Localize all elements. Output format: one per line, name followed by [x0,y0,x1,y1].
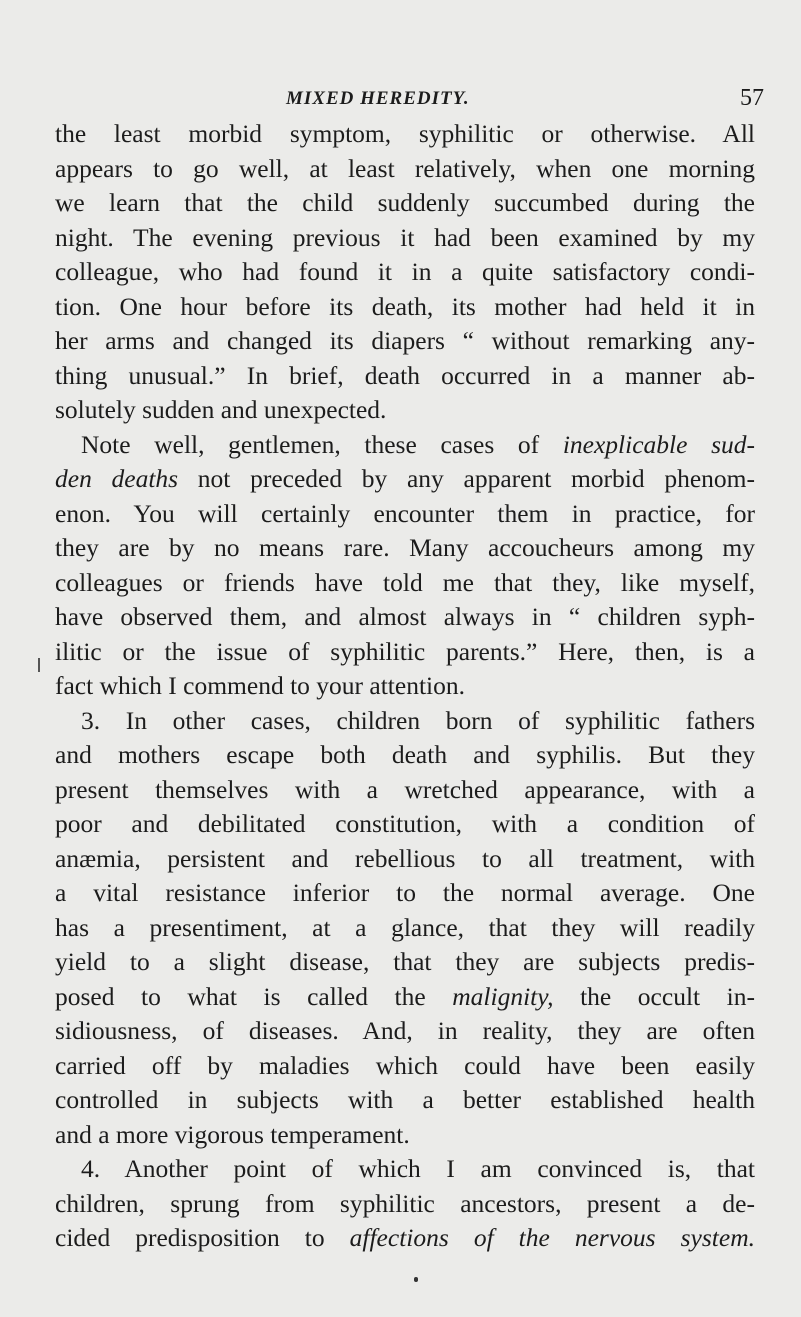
text-line [55,980,755,1015]
text-line: children, sprung from syphilitic ancestors, present a de- [55,1188,755,1218]
text-line: night. The evening previous it had been examined by my [55,222,755,252]
text-line [55,428,755,463]
text-line: solutely sudden and unexpected. [55,395,387,424]
italic-phrase: inexplicable sud- [562,429,755,459]
text-line: colleague, who had found it in a quite satisfactory condi- [55,257,755,286]
text-line: tion. One hour before its death, its mother had held it in [55,291,755,321]
text-line [55,462,755,497]
margin-mark [38,658,40,672]
text-line: the least morbid symptom, syphilitic or otherwise. All [55,119,755,148]
text-segment: posed to what is called the [55,981,453,1011]
text-line: and a more vigorous temperament. [55,1119,410,1149]
text-line: have observed them, and almost always in “ children syph- [55,602,755,631]
text-line: yield to a slight disease, that they are subjects predis- [55,947,755,976]
page-number: 57 [740,85,764,111]
text-line: they are by no means rare. Many accoucheurs among my [55,533,755,562]
text-line: fact which I commend to your attention. [55,671,466,700]
text-line: ilitic or the issue of syphilitic parents.” Here, then, is a [55,636,755,666]
text-line: a vital resistance inferior to the normal average. One [55,878,755,907]
text-segment: cided predisposition to [55,1223,350,1252]
text-line: anæmia, persistent and rebellious to all treatment, with [55,843,755,873]
text-line: colleagues or friends have told me that they, like myself, [55,567,755,597]
text-line: appears to go well, at least relatively, when one morning [55,153,755,183]
text-line: her arms and changed its diapers “ without remarking any- [55,326,755,355]
text-line: poor and debilitated constitution, with a condition of [55,809,755,838]
text-segment: Note well, gentlemen, these cases of [81,429,563,459]
text-line: 3. In other cases, children born of syphilitic fathers [81,705,755,735]
body-text [55,117,755,1256]
text-line: and mothers escape both death and syphilis. But they [55,740,755,769]
text-line: thing unusual.” In brief, death occurred in a manner ab- [55,360,755,390]
print-speck [414,1277,418,1282]
text-line [55,1221,755,1256]
text-line: has a presentiment, at a glance, that they will readily [55,912,755,942]
italic-phrase: den deaths [55,464,179,493]
text-line: controlled in subjects with a better established health [55,1085,755,1114]
text-line: sidiousness, of diseases. And, in reality, they are often [55,1016,755,1045]
italic-phrase: affections of the nervous system. [349,1223,755,1252]
text-line: carried off by maladies which could have been easily [55,1050,755,1080]
running-title: MIXED HEREDITY. [286,88,470,109]
text-line: enon. You will certainly encounter them in practice, for [55,498,755,528]
text-line: we learn that the child suddenly succumbed during the [55,188,755,217]
text-line: present themselves with a wretched appearance, with a [55,774,755,804]
text-segment: not preceded by any apparent morbid phenom- [178,464,755,493]
text-line: 4. Another point of which I am convinced is, that [81,1154,755,1183]
text-segment: the occult in- [553,981,755,1011]
italic-phrase: malignity, [452,981,554,1011]
